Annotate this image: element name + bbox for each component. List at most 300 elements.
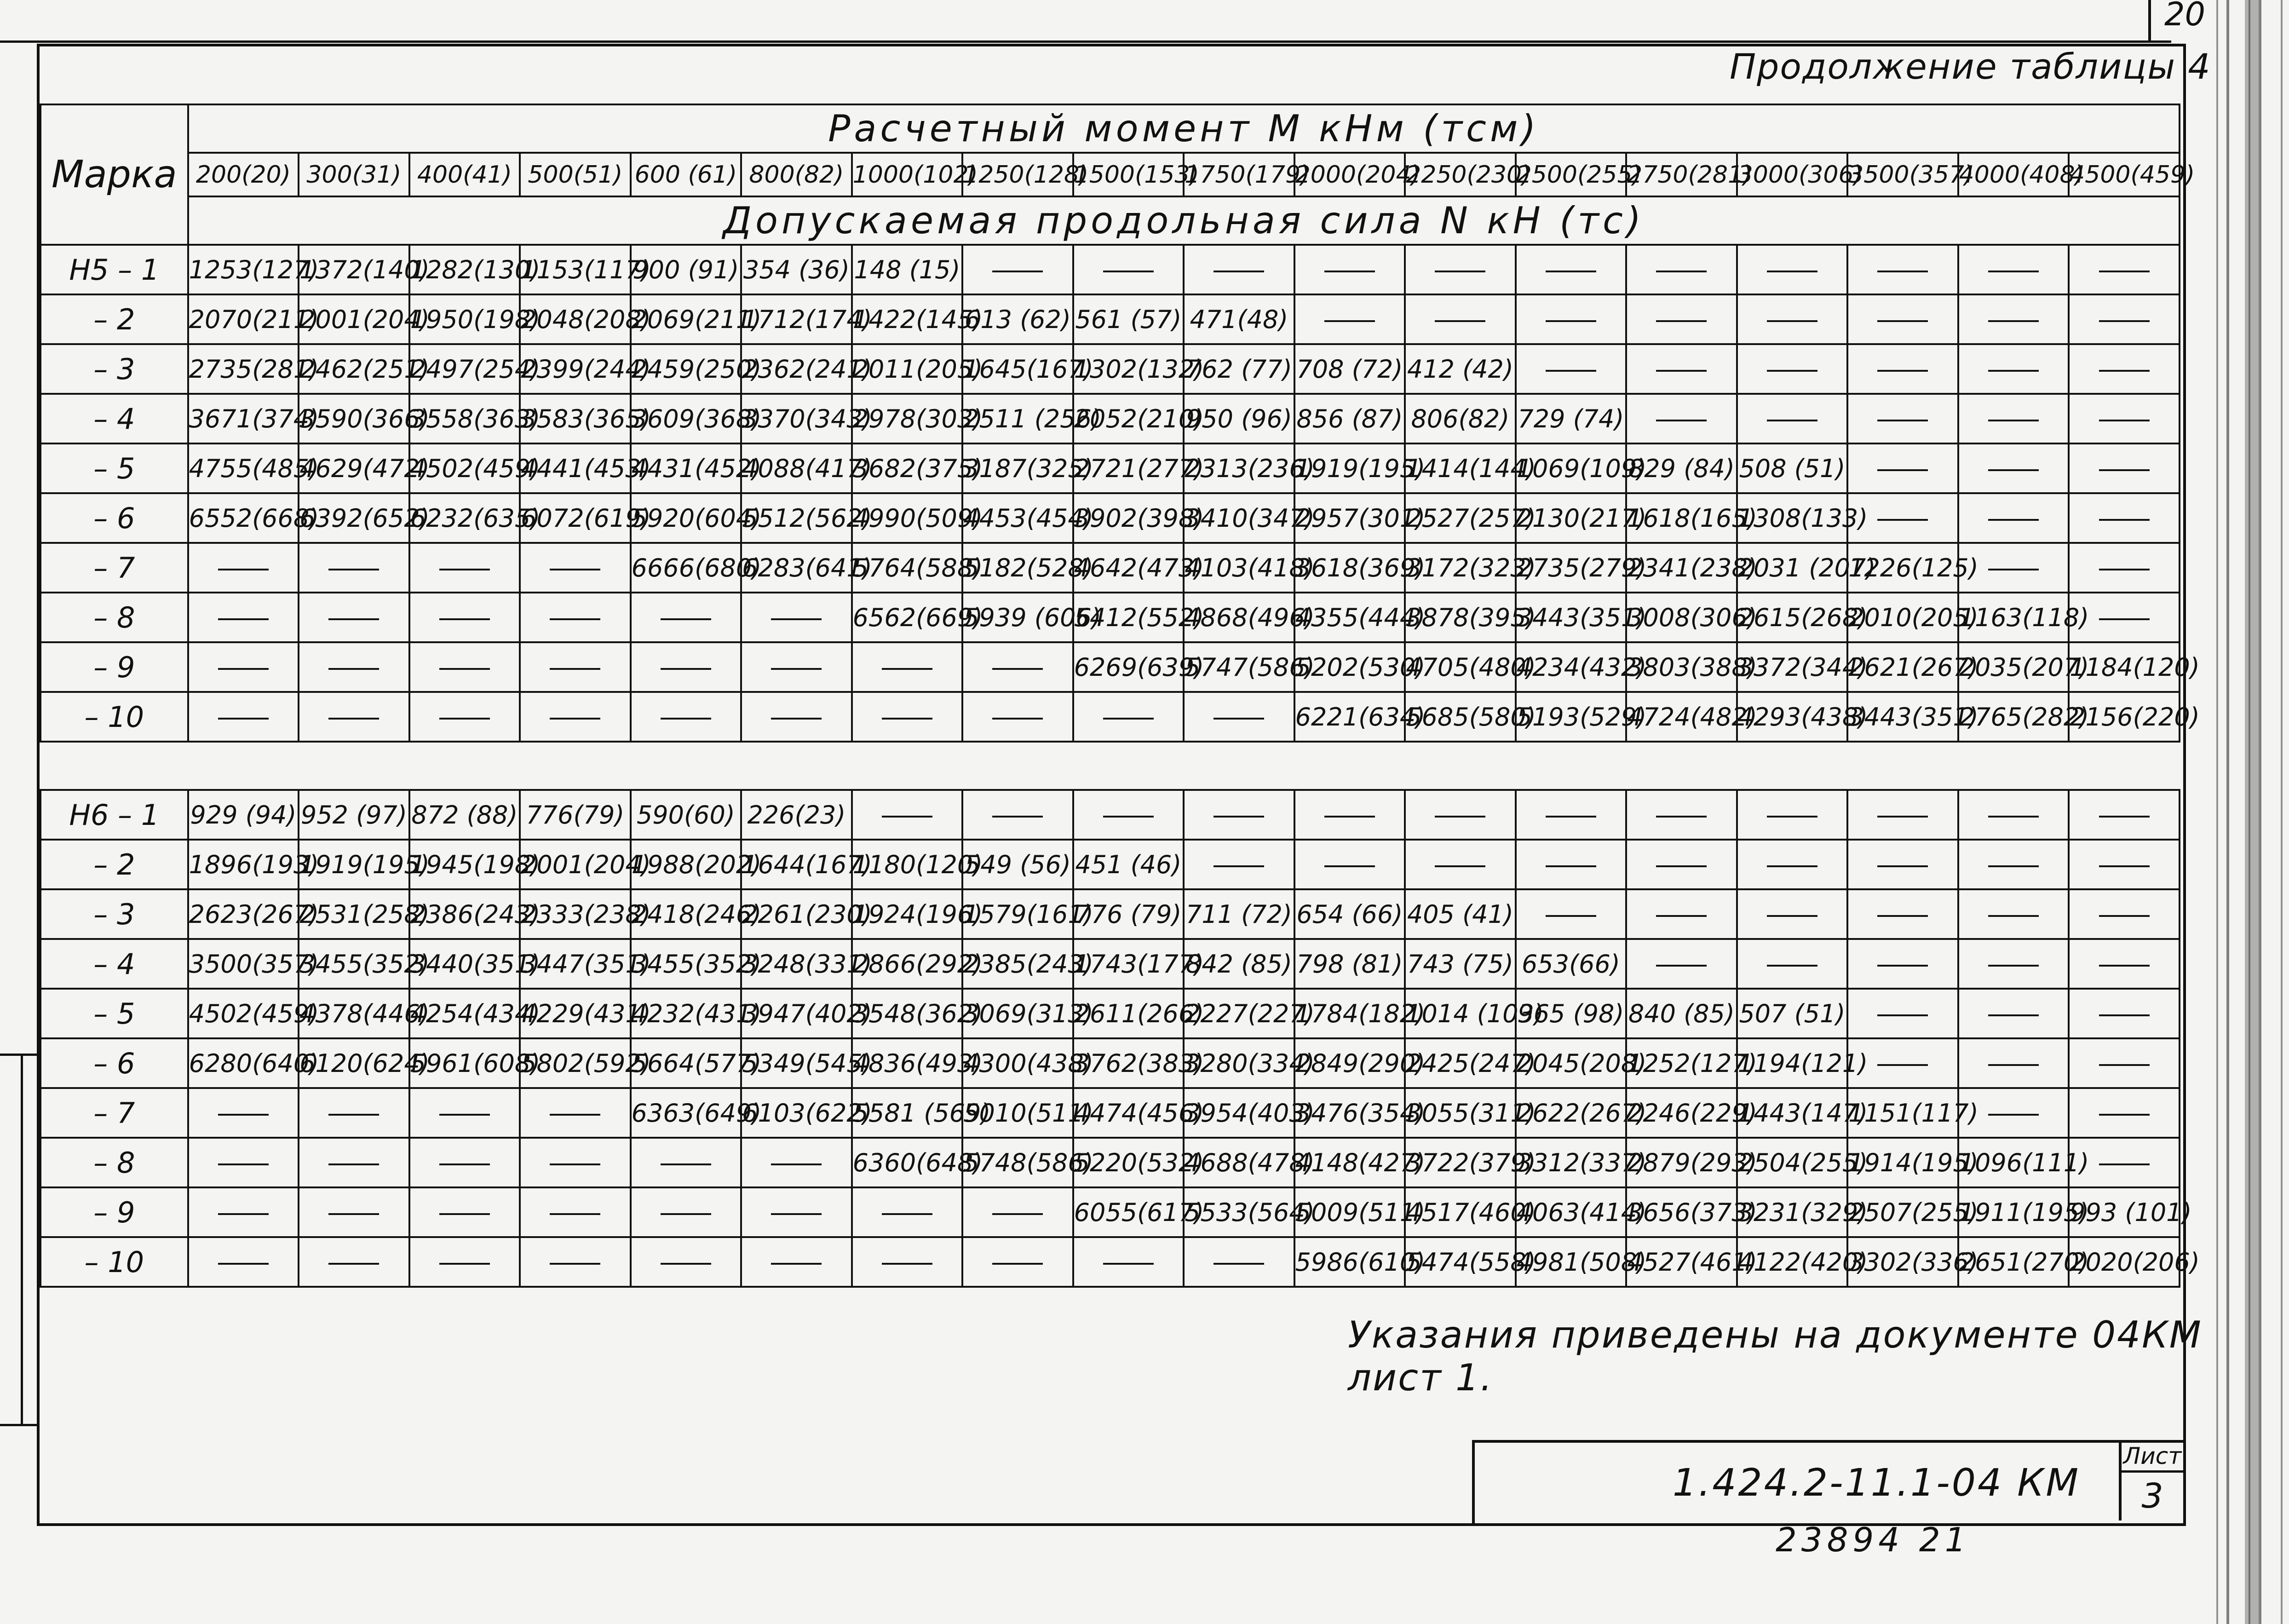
force-value-cell: 5961(608)	[409, 1038, 520, 1088]
dash-mark	[1877, 915, 1928, 917]
force-value-cell: 4502(459)	[409, 443, 520, 493]
force-value-cell: 5412(552)	[1073, 593, 1184, 642]
dash-mark	[661, 1213, 711, 1215]
top-border-line	[0, 40, 2171, 43]
dash-mark	[1988, 915, 2039, 917]
dash-mark	[1877, 1014, 1928, 1016]
force-value-cell: 3609(368)	[631, 394, 742, 443]
force-value-cell: 3055(311)	[1405, 1088, 1516, 1138]
row-label: – 2	[40, 294, 188, 344]
empty-cell-dash	[520, 1237, 631, 1287]
empty-cell-dash	[409, 1237, 520, 1287]
force-value-cell: 1950(198)	[409, 294, 520, 344]
dash-mark	[1877, 1064, 1928, 1066]
row-label: – 9	[40, 642, 188, 692]
force-value-cell: 2621(267)	[1847, 642, 1958, 692]
empty-cell-dash	[409, 1187, 520, 1237]
empty-cell-dash	[1073, 790, 1184, 840]
force-value-cell: 5802(592)	[520, 1038, 631, 1088]
force-value-cell: 1914(195)	[1847, 1138, 1958, 1187]
empty-cell-dash	[299, 543, 409, 593]
force-value-cell: 1194(121)	[1737, 1038, 1848, 1088]
empty-cell-dash	[1958, 294, 2069, 344]
dash-mark	[1877, 965, 1928, 967]
dash-mark	[1988, 370, 2039, 372]
force-value-cell: 2651(270)	[1958, 1237, 2069, 1287]
moment-values-row	[40, 153, 2180, 196]
force-value-cell: 3455(352)	[631, 939, 742, 989]
force-value-cell: 1282(130)	[409, 245, 520, 294]
empty-cell-dash	[1847, 790, 1958, 840]
empty-cell-dash	[1626, 245, 1737, 294]
row-label: – 7	[40, 1088, 188, 1138]
force-value-cell: 1924(196)	[852, 889, 963, 939]
force-value-cell: 6055(617)	[1073, 1187, 1184, 1237]
force-value-cell: 4234(432)	[1516, 642, 1627, 692]
moment-column-header: 2250(230)	[1405, 153, 1516, 196]
force-value-cell: 3954(403)	[1184, 1088, 1294, 1138]
empty-cell-dash	[852, 1187, 963, 1237]
dash-mark	[1546, 370, 1596, 372]
force-value-cell: 3280(334)	[1184, 1038, 1294, 1088]
empty-cell-dash	[188, 642, 299, 692]
empty-cell-dash	[1737, 245, 1848, 294]
empty-cell-dash	[631, 692, 742, 742]
dash-mark	[882, 668, 932, 670]
empty-cell-dash	[741, 1237, 852, 1287]
empty-cell-dash	[1405, 245, 1516, 294]
empty-cell-dash	[1737, 939, 1848, 989]
force-value-cell: 6280(640)	[188, 1038, 299, 1088]
force-value-cell: 711 (72)	[1184, 889, 1294, 939]
dash-mark	[2099, 865, 2150, 867]
dash-mark	[439, 569, 490, 570]
force-value-cell: 4431(452)	[631, 443, 742, 493]
force-value-cell: 3008(306)	[1626, 593, 1737, 642]
dash-mark	[1988, 320, 2039, 322]
force-value-cell: 1308(133)	[1737, 493, 1848, 543]
empty-cell-dash	[520, 1187, 631, 1237]
moment-column-header: 2000(204)	[1294, 153, 1405, 196]
force-value-cell: 1644(167)	[741, 840, 852, 889]
force-value-cell: 2615(268)	[1737, 593, 1848, 642]
empty-cell-dash	[852, 1237, 963, 1287]
dash-mark	[2099, 1114, 2150, 1116]
dash-mark	[2099, 965, 2150, 967]
force-value-cell: 952 (97)	[299, 790, 409, 840]
empty-cell-dash	[1516, 889, 1627, 939]
empty-cell-dash	[1626, 294, 1737, 344]
table-row	[40, 443, 2180, 493]
empty-cell-dash	[962, 1187, 1073, 1237]
table-row	[40, 543, 2180, 593]
force-value-cell: 3443(351)	[1847, 692, 1958, 742]
force-value-cell: 2511 (256)	[962, 394, 1073, 443]
force-value-cell: 653(66)	[1516, 939, 1627, 989]
table-row	[40, 889, 2180, 939]
force-value-cell: 872 (88)	[409, 790, 520, 840]
group-h5-body	[40, 245, 2200, 742]
empty-cell-dash	[2069, 840, 2180, 889]
force-value-cell: 4148(427)	[1294, 1138, 1405, 1187]
dash-mark	[882, 1263, 932, 1265]
dash-mark	[1988, 469, 2039, 471]
dash-mark	[328, 1263, 379, 1265]
force-value-cell: 2735(281)	[188, 344, 299, 394]
force-value-cell: 1014 (103)	[1405, 989, 1516, 1038]
force-value-cell: 3548(362)	[852, 989, 963, 1038]
empty-cell-dash	[520, 543, 631, 593]
dash-mark	[550, 718, 600, 720]
force-value-cell: 2052(210)	[1073, 394, 1184, 443]
dash-mark	[661, 718, 711, 720]
empty-cell-dash	[299, 1088, 409, 1138]
force-value-cell: 856 (87)	[1294, 394, 1405, 443]
dash-mark	[1324, 271, 1375, 272]
dash-mark	[2099, 320, 2150, 322]
empty-cell-dash	[1516, 790, 1627, 840]
dash-mark	[1214, 816, 1264, 818]
empty-cell-dash	[962, 245, 1073, 294]
force-value-cell: 4103(418)	[1184, 543, 1294, 593]
empty-cell-dash	[409, 543, 520, 593]
dash-mark	[1435, 320, 1485, 322]
empty-cell-dash	[1958, 889, 2069, 939]
archive-number: 23894 21	[1776, 1520, 1971, 1559]
dash-mark	[1877, 271, 1928, 272]
dash-mark	[1767, 370, 1817, 372]
force-value-cell: 590(60)	[631, 790, 742, 840]
moment-column-header: 1250(128)	[962, 153, 1073, 196]
dash-mark	[2099, 519, 2150, 521]
dash-mark	[439, 1213, 490, 1215]
dash-mark	[1214, 1263, 1264, 1265]
force-value-cell: 6392(652)	[299, 493, 409, 543]
force-value-cell: 2362(241)	[741, 344, 852, 394]
force-value-cell: 4724(482)	[1626, 692, 1737, 742]
empty-cell-dash	[1184, 790, 1294, 840]
force-value-cell: 4688(478)	[1184, 1138, 1294, 1187]
force-value-cell: 1919(195)	[1294, 443, 1405, 493]
empty-cell-dash	[1073, 245, 1184, 294]
dash-mark	[218, 668, 269, 670]
empty-cell-dash	[299, 692, 409, 742]
force-value-cell: 776 (79)	[1073, 889, 1184, 939]
force-value-cell: 1163(118)	[1958, 593, 2069, 642]
dash-mark	[1988, 865, 2039, 867]
force-value-cell: 2765(282)	[1958, 692, 2069, 742]
force-value-cell: 1919(195)	[299, 840, 409, 889]
table-row	[40, 294, 2180, 344]
force-value-cell: 2497(254)	[409, 344, 520, 394]
force-value-cell: 2957(301)	[1294, 493, 1405, 543]
force-value-cell: 5193(529)	[1516, 692, 1627, 742]
empty-cell-dash	[299, 593, 409, 642]
force-value-cell: 3682(375)	[852, 443, 963, 493]
force-value-cell: 842 (85)	[1184, 939, 1294, 989]
dash-mark	[771, 1213, 822, 1215]
dash-mark	[1324, 320, 1375, 322]
row-label: – 3	[40, 344, 188, 394]
force-value-cell: 4981(508)	[1516, 1237, 1627, 1287]
force-value-cell: 3762(383)	[1073, 1038, 1184, 1088]
force-value-cell: 2531(258)	[299, 889, 409, 939]
force-value-cell: 3069(313)	[962, 989, 1073, 1038]
force-value-cell: 3440(351)	[409, 939, 520, 989]
dash-mark	[771, 1263, 822, 1265]
dash-mark	[218, 1263, 269, 1265]
dash-mark	[771, 618, 822, 620]
force-value-cell: 2048(208)	[520, 294, 631, 344]
dash-mark	[1435, 271, 1485, 272]
dash-mark	[992, 1213, 1043, 1215]
empty-cell-dash	[631, 593, 742, 642]
row-label: – 9	[40, 1187, 188, 1237]
dash-mark	[328, 668, 379, 670]
force-value-cell: 1069(109)	[1516, 443, 1627, 493]
force-value-cell: 6562(669)	[852, 593, 963, 642]
empty-cell-dash	[962, 1237, 1073, 1287]
dash-mark	[550, 1163, 600, 1165]
force-value-cell: 2341(238)	[1626, 543, 1737, 593]
empty-cell-dash	[962, 790, 1073, 840]
force-value-cell: 6103(622)	[741, 1088, 852, 1138]
force-value-cell: 1372(140)	[299, 245, 409, 294]
force-value-cell: 6269(639)	[1073, 642, 1184, 692]
force-value-cell: 5009(511)	[1294, 1187, 1405, 1237]
force-value-cell: 798 (81)	[1294, 939, 1405, 989]
empty-cell-dash	[1626, 939, 1737, 989]
force-value-cell: 1988(202)	[631, 840, 742, 889]
empty-cell-dash	[299, 1138, 409, 1187]
dash-mark	[2099, 1064, 2150, 1066]
dash-mark	[1656, 370, 1707, 372]
force-value-cell: 4990(509)	[852, 493, 963, 543]
force-value-cell: 4063(414)	[1516, 1187, 1627, 1237]
force-value-cell: 2418(246)	[631, 889, 742, 939]
empty-cell-dash	[852, 642, 963, 692]
empty-cell-dash	[520, 692, 631, 742]
force-value-cell: 4629(472)	[299, 443, 409, 493]
dash-mark	[550, 569, 600, 570]
dash-mark	[439, 668, 490, 670]
force-value-cell: 776(79)	[520, 790, 631, 840]
force-value-cell: 1618(165)	[1626, 493, 1737, 543]
force-value-cell: 762 (77)	[1184, 344, 1294, 394]
empty-cell-dash	[188, 543, 299, 593]
dash-mark	[1877, 816, 1928, 818]
sheet-box	[2119, 1443, 2183, 1520]
dash-mark	[1988, 519, 2039, 521]
empty-cell-dash	[1737, 294, 1848, 344]
moment-header: Расчетный момент М кНм (тсм)	[188, 104, 2180, 153]
reference-note: Указания приведены на документе 04КМ лист 1.	[1348, 1313, 2203, 1399]
empty-cell-dash	[1516, 840, 1627, 889]
force-value-cell: 3302(336)	[1847, 1237, 1958, 1287]
force-value-cell: 148 (15)	[852, 245, 963, 294]
force-value-cell: 6283(641)	[741, 543, 852, 593]
dash-mark	[1767, 420, 1817, 421]
force-value-cell: 6552(668)	[188, 493, 299, 543]
empty-cell-dash	[1847, 245, 1958, 294]
dash-mark	[771, 668, 822, 670]
empty-cell-dash	[1847, 294, 1958, 344]
dash-mark	[992, 718, 1043, 720]
empty-cell-dash	[1405, 840, 1516, 889]
force-value-cell: 471(48)	[1184, 294, 1294, 344]
force-value-cell: 2978(303)	[852, 394, 963, 443]
dash-mark	[550, 1263, 600, 1265]
row-label: – 4	[40, 394, 188, 443]
force-value-cell: 5533(564)	[1184, 1187, 1294, 1237]
dash-mark	[550, 618, 600, 620]
force-value-cell: 3372(344)	[1737, 642, 1848, 692]
table-continuation-caption: Продолжение таблицы 4	[1730, 46, 2211, 87]
sheet-number: 3	[2141, 1476, 2163, 1516]
empty-cell-dash	[1516, 245, 1627, 294]
table-row	[40, 989, 2180, 1038]
table-row	[40, 790, 2180, 840]
empty-cell-dash	[1626, 394, 1737, 443]
force-value-cell: 929 (94)	[188, 790, 299, 840]
row-label: – 3	[40, 889, 188, 939]
force-value-cell: 806(82)	[1405, 394, 1516, 443]
force-value-cell: 5349(545)	[741, 1038, 852, 1088]
dash-mark	[328, 618, 379, 620]
empty-cell-dash	[1626, 840, 1737, 889]
table-row	[40, 344, 2180, 394]
empty-cell-dash	[1958, 939, 2069, 989]
force-value-cell: 561 (57)	[1073, 294, 1184, 344]
marka-header: Марка	[40, 104, 188, 245]
force-value-cell: 3312(337)	[1516, 1138, 1627, 1187]
empty-cell-dash	[1294, 790, 1405, 840]
force-value-cell: 1712(174)	[741, 294, 852, 344]
force-value-cell: 2246(229)	[1626, 1088, 1737, 1138]
force-value-cell: 1253(127)	[188, 245, 299, 294]
empty-cell-dash	[188, 1187, 299, 1237]
force-value-cell: 3671(374)	[188, 394, 299, 443]
dash-mark	[550, 1114, 600, 1116]
empty-cell-dash	[1847, 394, 1958, 443]
empty-cell-dash	[2069, 939, 2180, 989]
force-value-cell: 5747(586)	[1184, 642, 1294, 692]
dash-mark	[439, 1163, 490, 1165]
force-value-cell: 5182(528)	[962, 543, 1073, 593]
force-value-cell: 4254(434)	[409, 989, 520, 1038]
force-value-cell: 5202(530)	[1294, 642, 1405, 692]
empty-cell-dash	[741, 1187, 852, 1237]
empty-cell-dash	[1958, 344, 2069, 394]
empty-cell-dash	[1958, 493, 2069, 543]
empty-cell-dash	[631, 1138, 742, 1187]
row-label: – 10	[40, 1237, 188, 1287]
empty-cell-dash	[1958, 443, 2069, 493]
empty-cell-dash	[631, 1187, 742, 1237]
force-value-cell: 4232(431)	[631, 989, 742, 1038]
empty-cell-dash	[2069, 790, 2180, 840]
force-value-cell: 1180(120)	[852, 840, 963, 889]
dash-mark	[1656, 320, 1707, 322]
dash-mark	[439, 1114, 490, 1116]
force-value-cell: 5764(588)	[852, 543, 963, 593]
force-value-cell: 2462(251)	[299, 344, 409, 394]
empty-cell-dash	[409, 1138, 520, 1187]
dash-mark	[1877, 519, 1928, 521]
force-value-cell: 549 (56)	[962, 840, 1073, 889]
force-value-cell: 2020(206)	[2069, 1237, 2180, 1287]
force-value-cell: 4300(438)	[962, 1038, 1073, 1088]
dash-mark	[661, 1263, 711, 1265]
force-value-cell: 900 (91)	[631, 245, 742, 294]
force-value-cell: 654 (66)	[1294, 889, 1405, 939]
moment-column-header: 3000(306)	[1737, 153, 1848, 196]
moment-column-header: 1750(179)	[1184, 153, 1294, 196]
empty-cell-dash	[2069, 493, 2180, 543]
force-value-cell: 613 (62)	[962, 294, 1073, 344]
dash-mark	[2099, 420, 2150, 421]
force-value-cell: 4088(417)	[741, 443, 852, 493]
page-number-bracket	[2148, 0, 2151, 41]
force-value-cell: 2045(208)	[1516, 1038, 1627, 1088]
dash-mark	[1988, 1064, 2039, 1066]
force-value-cell: 5010(511)	[962, 1088, 1073, 1138]
force-value-cell: 6221(634)	[1294, 692, 1405, 742]
dash-mark	[218, 718, 269, 720]
force-value-cell: 5664(577)	[631, 1038, 742, 1088]
dash-mark	[218, 618, 269, 620]
force-value-cell: 3583(365)	[520, 394, 631, 443]
dash-mark	[328, 1114, 379, 1116]
dash-mark	[2099, 370, 2150, 372]
moment-column-header: 200(20)	[188, 153, 299, 196]
dash-mark	[550, 668, 600, 670]
force-value-cell: 5581 (569)	[852, 1088, 963, 1138]
dash-mark	[439, 1263, 490, 1265]
empty-cell-dash	[1184, 840, 1294, 889]
table-row	[40, 840, 2180, 889]
force-value-cell: 1743(177)	[1073, 939, 1184, 989]
dash-mark	[2099, 816, 2150, 818]
force-value-cell: 4642(473)	[1073, 543, 1184, 593]
force-value-cell: 1096(111)	[1958, 1138, 2069, 1187]
force-value-cell: 708 (72)	[1294, 344, 1405, 394]
force-value-cell: 4836(493)	[852, 1038, 963, 1088]
dash-mark	[882, 816, 932, 818]
force-value-cell: 2070(211)	[188, 294, 299, 344]
force-value-cell: 2459(250)	[631, 344, 742, 394]
force-value-cell: 4474(456)	[1073, 1088, 1184, 1138]
force-value-cell: 5939 (606)	[962, 593, 1073, 642]
empty-cell-dash	[2069, 344, 2180, 394]
force-value-cell: 1414(144)	[1405, 443, 1516, 493]
force-value-cell: 3447(351)	[520, 939, 631, 989]
force-value-cell: 226(23)	[741, 790, 852, 840]
dash-mark	[2099, 569, 2150, 570]
row-label: – 5	[40, 443, 188, 493]
force-value-cell: 2849(290)	[1294, 1038, 1405, 1088]
dash-mark	[1214, 271, 1264, 272]
dash-mark	[661, 668, 711, 670]
empty-cell-dash	[409, 692, 520, 742]
force-value-cell: 3187(325)	[962, 443, 1073, 493]
empty-cell-dash	[1184, 245, 1294, 294]
force-value-cell: 2386(243)	[409, 889, 520, 939]
row-label: – 6	[40, 493, 188, 543]
force-value-cell: 4122(420)	[1737, 1237, 1848, 1287]
dash-mark	[882, 718, 932, 720]
moment-column-header: 4000(408)	[1958, 153, 2069, 196]
